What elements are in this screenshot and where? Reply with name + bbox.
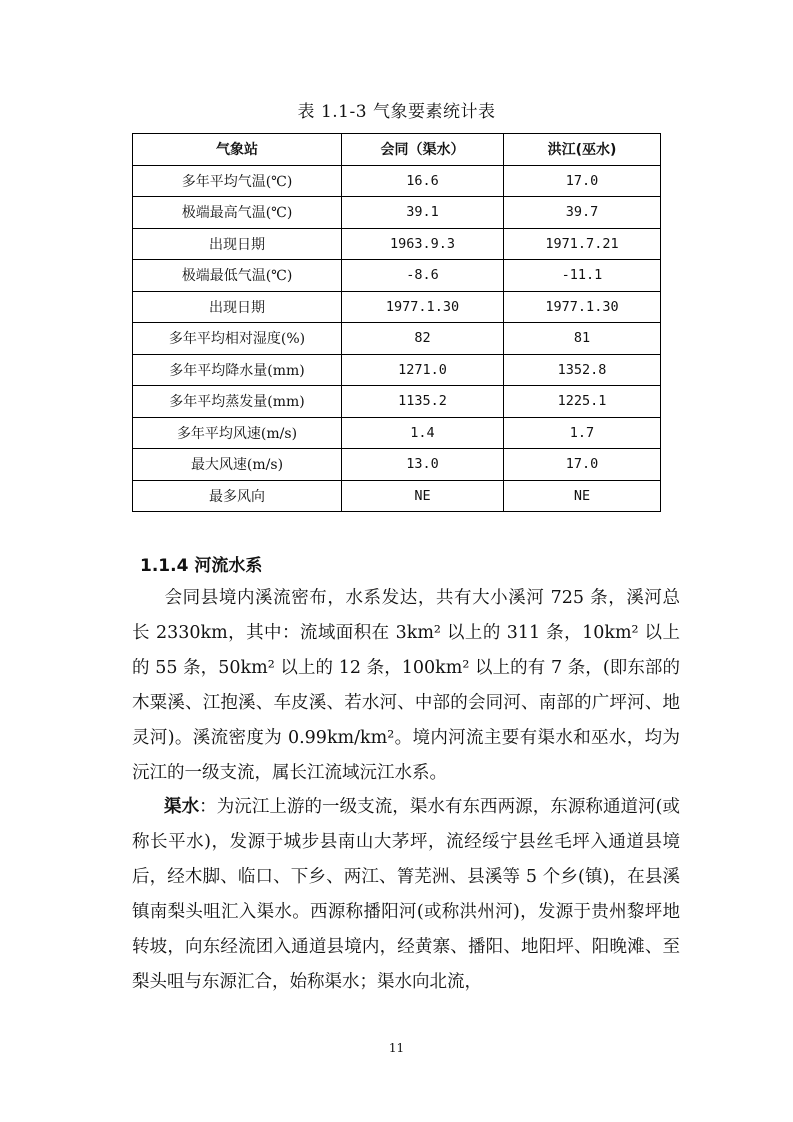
row-label-cell: 多年平均降水量(mm): [133, 354, 342, 386]
value-cell: 39.7: [504, 197, 661, 229]
table-row: [133, 228, 661, 260]
row-label-cell: 多年平均风速(m/s): [133, 417, 342, 449]
table-row: [133, 291, 661, 323]
table-row: [133, 197, 661, 229]
table-row: [133, 386, 661, 418]
row-label-cell: 出现日期: [133, 228, 342, 260]
paragraph-qushui-text: ：为沅江上游的一级支流，渠水有东西两源，东源称通道河(或称长平水)，发源于城步县南山大茅坪，流经绥宁县丝毛坪入通道县境后，经木脚、临口、下乡、两江、箐芜洲、县溪等 5 个乡(镇)，在县溪镇南梨头咀汇入渠水。西源称播阳河(或称洪州河)，发源于贵州黎坪地转坡，向东经流团入通道县境内，经黄寨、播阳、地阳坪、阳晚滩、至梨头咀与东源汇合，始称渠水；渠水向北流，: [132, 797, 681, 992]
table-row: [133, 165, 661, 197]
page-number: 11: [388, 1041, 405, 1055]
value-cell: 1977.1.30: [504, 291, 661, 323]
table-header-row: [133, 134, 661, 166]
header-station: 气象站: [133, 134, 342, 166]
table-row: [133, 323, 661, 355]
row-label-cell: 多年平均相对湿度(%): [133, 323, 342, 355]
term-qushui: 渠水: [164, 797, 200, 817]
table-row: [133, 417, 661, 449]
value-cell: -8.6: [342, 260, 504, 292]
value-cell: 1135.2: [342, 386, 504, 418]
row-label-cell: 出现日期: [133, 291, 342, 323]
row-label-cell: 最大风速(m/s): [133, 449, 342, 481]
value-cell: 1977.1.30: [342, 291, 504, 323]
row-label-cell: 极端最低气温(℃): [133, 260, 342, 292]
value-cell: 17.0: [504, 449, 661, 481]
value-cell: 1963.9.3: [342, 228, 504, 260]
header-hongjiang: 洪江(巫水): [504, 134, 661, 166]
paragraph-river-system-text: 会同县境内溪流密布，水系发达，共有大小溪河 725 条，溪河总长 2330km，其中：流域面积在 3km² 以上的 311 条，10km² 以上的 55 条，50km² 以上的 12 条，100km² 以上的有 7 条，(即东部的木粟溪、江抱溪、车皮溪、若水河、中部的会同河、南部的广坪河、地灵河)。溪流密度为 0.99km/km²。境内河流主要有渠水和巫水，均为沅江的一级支流，属长江流域沅江水系。: [132, 588, 680, 783]
value-cell: NE: [342, 480, 504, 512]
header-huitong: 会同（渠水）: [342, 134, 504, 166]
paragraph-river-system: [132, 581, 680, 791]
value-cell: 81: [504, 323, 661, 355]
table-row: [133, 449, 661, 481]
value-cell: 1971.7.21: [504, 228, 661, 260]
row-label-cell: 多年平均气温(℃): [133, 165, 342, 197]
value-cell: 1.7: [504, 417, 661, 449]
value-cell: -11.1: [504, 260, 661, 292]
value-cell: 1352.8: [504, 354, 661, 386]
table-row: [133, 354, 661, 386]
climate-statistics-table: [132, 133, 661, 512]
value-cell: 82: [342, 323, 504, 355]
value-cell: 17.0: [504, 165, 661, 197]
table-body: [133, 165, 661, 512]
table-row: [133, 260, 661, 292]
paragraph-qushui: [132, 790, 680, 1000]
row-label-cell: 多年平均蒸发量(mm): [133, 386, 342, 418]
value-cell: 1225.1: [504, 386, 661, 418]
value-cell: NE: [504, 480, 661, 512]
table-caption: 表 1.1-3 气象要素统计表: [297, 102, 496, 122]
value-cell: 16.6: [342, 165, 504, 197]
value-cell: 13.0: [342, 449, 504, 481]
table-row: [133, 480, 661, 512]
section-heading: 1.1.4 河流水系: [140, 556, 263, 576]
value-cell: 1271.0: [342, 354, 504, 386]
row-label-cell: 最多风向: [133, 480, 342, 512]
value-cell: 39.1: [342, 197, 504, 229]
value-cell: 1.4: [342, 417, 504, 449]
row-label-cell: 极端最高气温(℃): [133, 197, 342, 229]
